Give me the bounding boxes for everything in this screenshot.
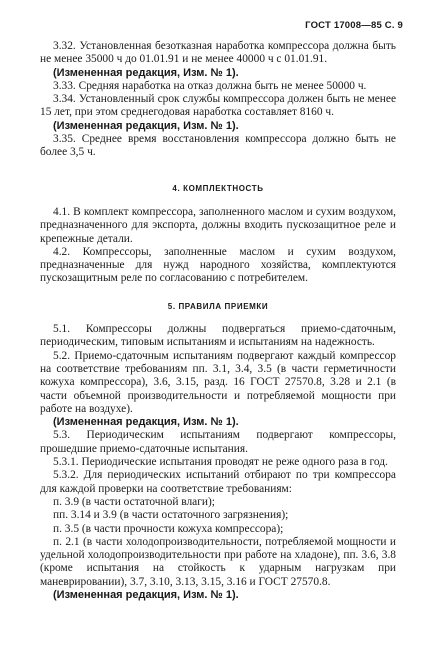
paragraph-3-34: 3.34. Установленный срок службы компрессора должен быть не менее 15 лет, при этом среднегодовая наработка составляет 8160 ч. — [40, 93, 396, 119]
paragraph-5-3-1: 5.3.1. Периодические испытания проводят не реже одного раза в год. — [53, 456, 388, 469]
list-item: п. 3.9 (в части остаточной влаги); — [53, 495, 215, 508]
amendment-note: (Измененная редакция, Изм. № 1). — [53, 66, 239, 79]
paragraph-5-1: 5.1. Компрессоры должны подвергаться приемо-сдаточным, периодическим, типовым испытаниям и испытаниям на надежность. — [40, 323, 396, 349]
list-item: пп. 3.14 и 3.9 (в части остаточного загрязнения); — [53, 509, 289, 522]
amendment-note: (Измененная редакция, Изм. № 1). — [53, 416, 239, 429]
paragraph-3-33: 3.33. Средняя наработка на отказ должна быть не менее 50000 ч. — [53, 79, 367, 92]
paragraph-5-2: 5.2. Приемо-сдаточным испытаниям подвергают каждый компрессор на соответствие требованиям пп. 3.1, 3.4, 3.5 (в части герметичности кожуха компрессора), 3.6, 3.15, разд. 16 ГОСТ 27570.8, 3.28 и 2.1 (в части объемной производительности и потребляемой мощности при работе на воздухе). — [40, 349, 396, 415]
document-body — [40, 40, 396, 602]
amendment-note: (Измененная редакция, Изм. № 1). — [53, 119, 239, 132]
list-item: п. 2.1 (в части холодопроизводительности, потребляемой мощности и удельной холодопроизводительности при работе на хладоне), пп. 3.6, 3.8 (кроме испытания на стойкость к ударным нагрузкам при маневрировании), 3.7, 3.10, 3.13, 3.15, 3.16 и ГОСТ 27570.8. — [40, 535, 396, 588]
section-heading-5: 5. ПРАВИЛА ПРИЕМКИ — [167, 301, 269, 311]
paragraph-5-3-2: 5.3.2. Для периодических испытаний отбирают по три компрессора для каждой проверки на соответствие требованиям: — [40, 469, 396, 495]
paragraph-3-32: 3.32. Установленная безотказная наработка компрессора должна быть не менее 35000 ч до 01.01.91 и не менее 40000 ч с 01.01.91. — [40, 40, 396, 66]
paragraph-4-1: 4.1. В комплект компрессора, заполненного маслом и сухим воздухом, предназначенного для экспорта, должны входить пускозащитное реле и крепежные детали. — [40, 205, 396, 245]
paragraph-5-3: 5.3. Периодическим испытаниям подвергают компрессоры, прошедшие приемо-сдаточные испытания. — [40, 429, 396, 455]
section-heading-4: 4. КОМПЛЕКТНОСТЬ — [172, 183, 264, 193]
paragraph-4-2: 4.2. Компрессоры, заполненные маслом и сухим воздухом, предназначенные для нужд народного хозяйства, комплектуются пускозащитным реле по согласованию с потребителем. — [40, 245, 396, 285]
paragraph-3-35: 3.35. Среднее время восстановления компрессора должно быть не более 3,5 ч. — [40, 133, 396, 159]
list-item: п. 3.5 (в части прочности кожуха компрессора); — [53, 522, 284, 535]
page-header: ГОСТ 17008—85 С. 9 — [305, 20, 403, 31]
amendment-note: (Измененная редакция, Изм. № 1). — [53, 588, 239, 601]
